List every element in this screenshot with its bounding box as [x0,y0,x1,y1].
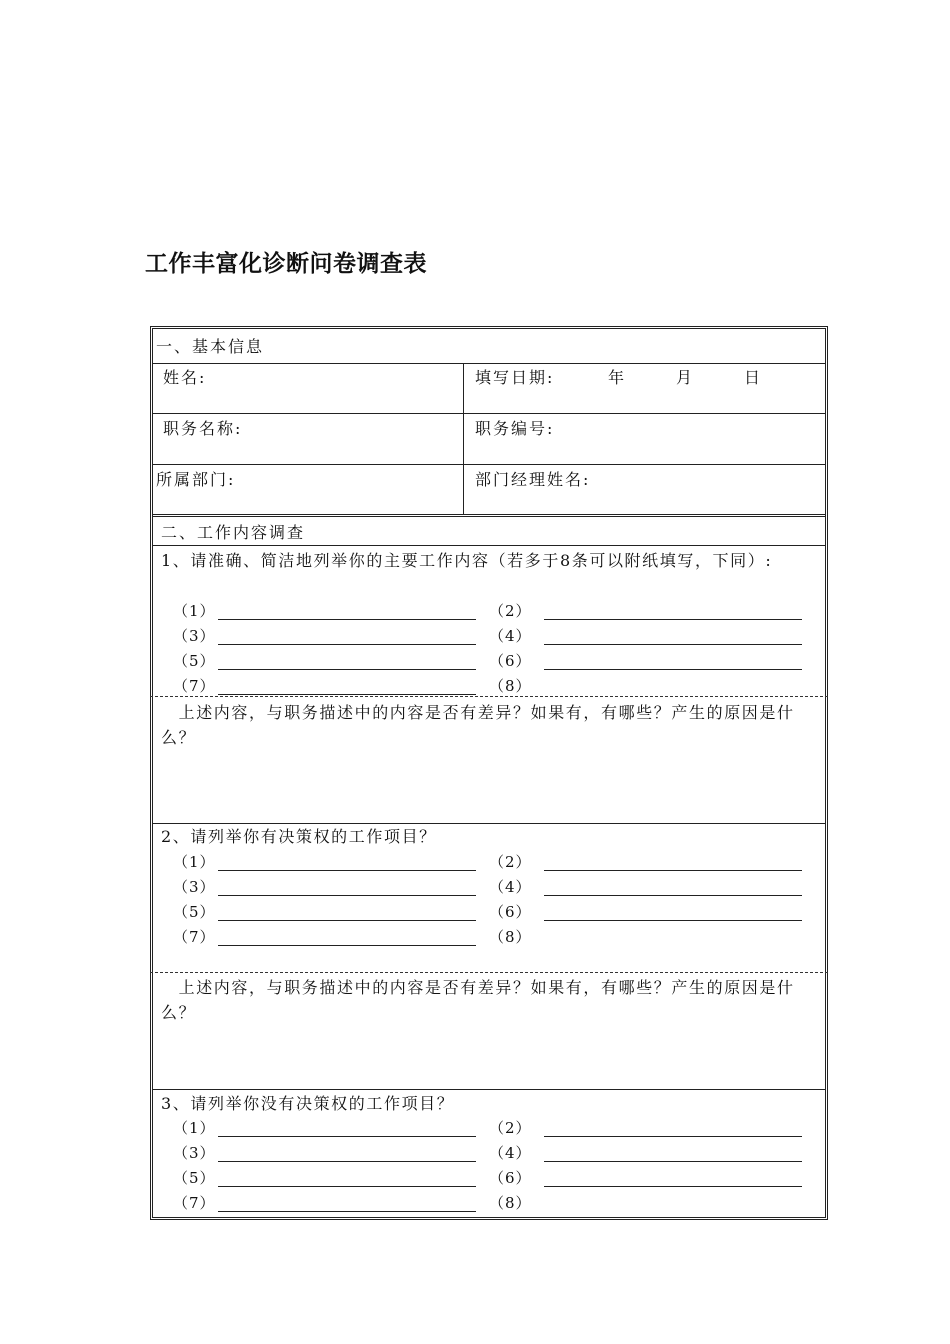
fill-date-label: 填写日期: [475,368,555,387]
divider [153,363,825,364]
q3-item-label: （6） [489,1169,532,1187]
divider [153,545,825,546]
q3-answer-line-7[interactable] [218,1211,476,1212]
q2-answer-line-1[interactable] [218,870,476,871]
q1-answer-line-5[interactable] [218,669,476,670]
q2-item-label: （4） [489,878,532,896]
q2-item-label: （7） [173,928,216,946]
question-2-followup-text: 上述内容，与职务描述中的内容是否有差异？如果有，有哪些？产生的原因是什么？ [161,978,795,1022]
question-1-text: 1、请准确、简洁地列举你的主要工作内容（若多于8条可以附纸填写，下同）: [161,551,773,570]
q1-answer-line-4[interactable] [544,644,802,645]
q3-item-label: （4） [489,1144,532,1162]
q1-item-label: （1） [173,602,216,620]
q2-item-label: （6） [489,903,532,921]
name-label: 姓名: [163,368,207,387]
divider [153,413,825,414]
q3-item-label: （8） [489,1194,532,1212]
job-title-label: 职务名称: [163,419,243,438]
question-1-followup-text: 上述内容，与职务描述中的内容是否有差异？如果有，有哪些？产生的原因是什么？ [161,703,795,747]
q1-item-label: （6） [489,652,532,670]
q3-item-label: （1） [173,1119,216,1137]
page-title: 工作丰富化诊断问卷调查表 [145,251,427,277]
date-year-label: 年 [608,368,625,387]
q2-answer-line-7[interactable] [218,945,476,946]
q3-item-label: （3） [173,1144,216,1162]
q2-item-label: （3） [173,878,216,896]
q2-answer-line-4[interactable] [544,895,802,896]
department-label: 所属部门: [156,470,236,489]
q2-answer-line-6[interactable] [544,920,802,921]
section-divider [153,514,825,517]
q1-answer-line-3[interactable] [218,644,476,645]
q1-answer-line-1[interactable] [218,619,476,620]
q1-item-label: （4） [489,627,532,645]
job-number-label: 职务编号: [475,419,555,438]
q2-answer-line-5[interactable] [218,920,476,921]
date-month-label: 月 [676,368,693,387]
question-2-text: 2、请列举你有决策权的工作项目？ [161,827,437,846]
q1-item-label: （3） [173,627,216,645]
q2-item-label: （2） [489,853,532,871]
q2-answer-line-3[interactable] [218,895,476,896]
q1-answer-line-6[interactable] [544,669,802,670]
q3-answer-line-4[interactable] [544,1161,802,1162]
q3-answer-line-2[interactable] [544,1136,802,1137]
dashed-divider [150,696,828,697]
question-3-text: 3、请列举你没有决策权的工作项目？ [161,1094,455,1113]
q3-answer-line-3[interactable] [218,1161,476,1162]
q1-item-label: （5） [173,652,216,670]
divider [153,464,825,465]
date-day-label: 日 [744,368,761,387]
department-manager-label: 部门经理姓名: [475,470,591,489]
q3-answer-line-5[interactable] [218,1186,476,1187]
q3-answer-line-1[interactable] [218,1136,476,1137]
questionnaire-form [150,326,828,1220]
q2-item-label: （8） [489,928,532,946]
q1-answer-line-7[interactable] [218,694,476,695]
section-work-content-heading: 二、工作内容调查 [161,523,306,542]
q1-answer-line-2[interactable] [544,619,802,620]
q1-item-label: （2） [489,602,532,620]
q1-item-label: （8） [489,677,532,695]
dashed-divider [150,972,828,973]
q1-item-label: （7） [173,677,216,695]
q3-item-label: （2） [489,1119,532,1137]
q2-answer-line-2[interactable] [544,870,802,871]
q2-item-label: （5） [173,903,216,921]
q3-answer-line-6[interactable] [544,1186,802,1187]
q3-item-label: （5） [173,1169,216,1187]
q3-item-label: （7） [173,1194,216,1212]
column-divider [463,363,464,515]
section-basic-info-heading: 一、基本信息 [156,337,265,356]
q2-item-label: （1） [173,853,216,871]
divider [153,1089,825,1090]
